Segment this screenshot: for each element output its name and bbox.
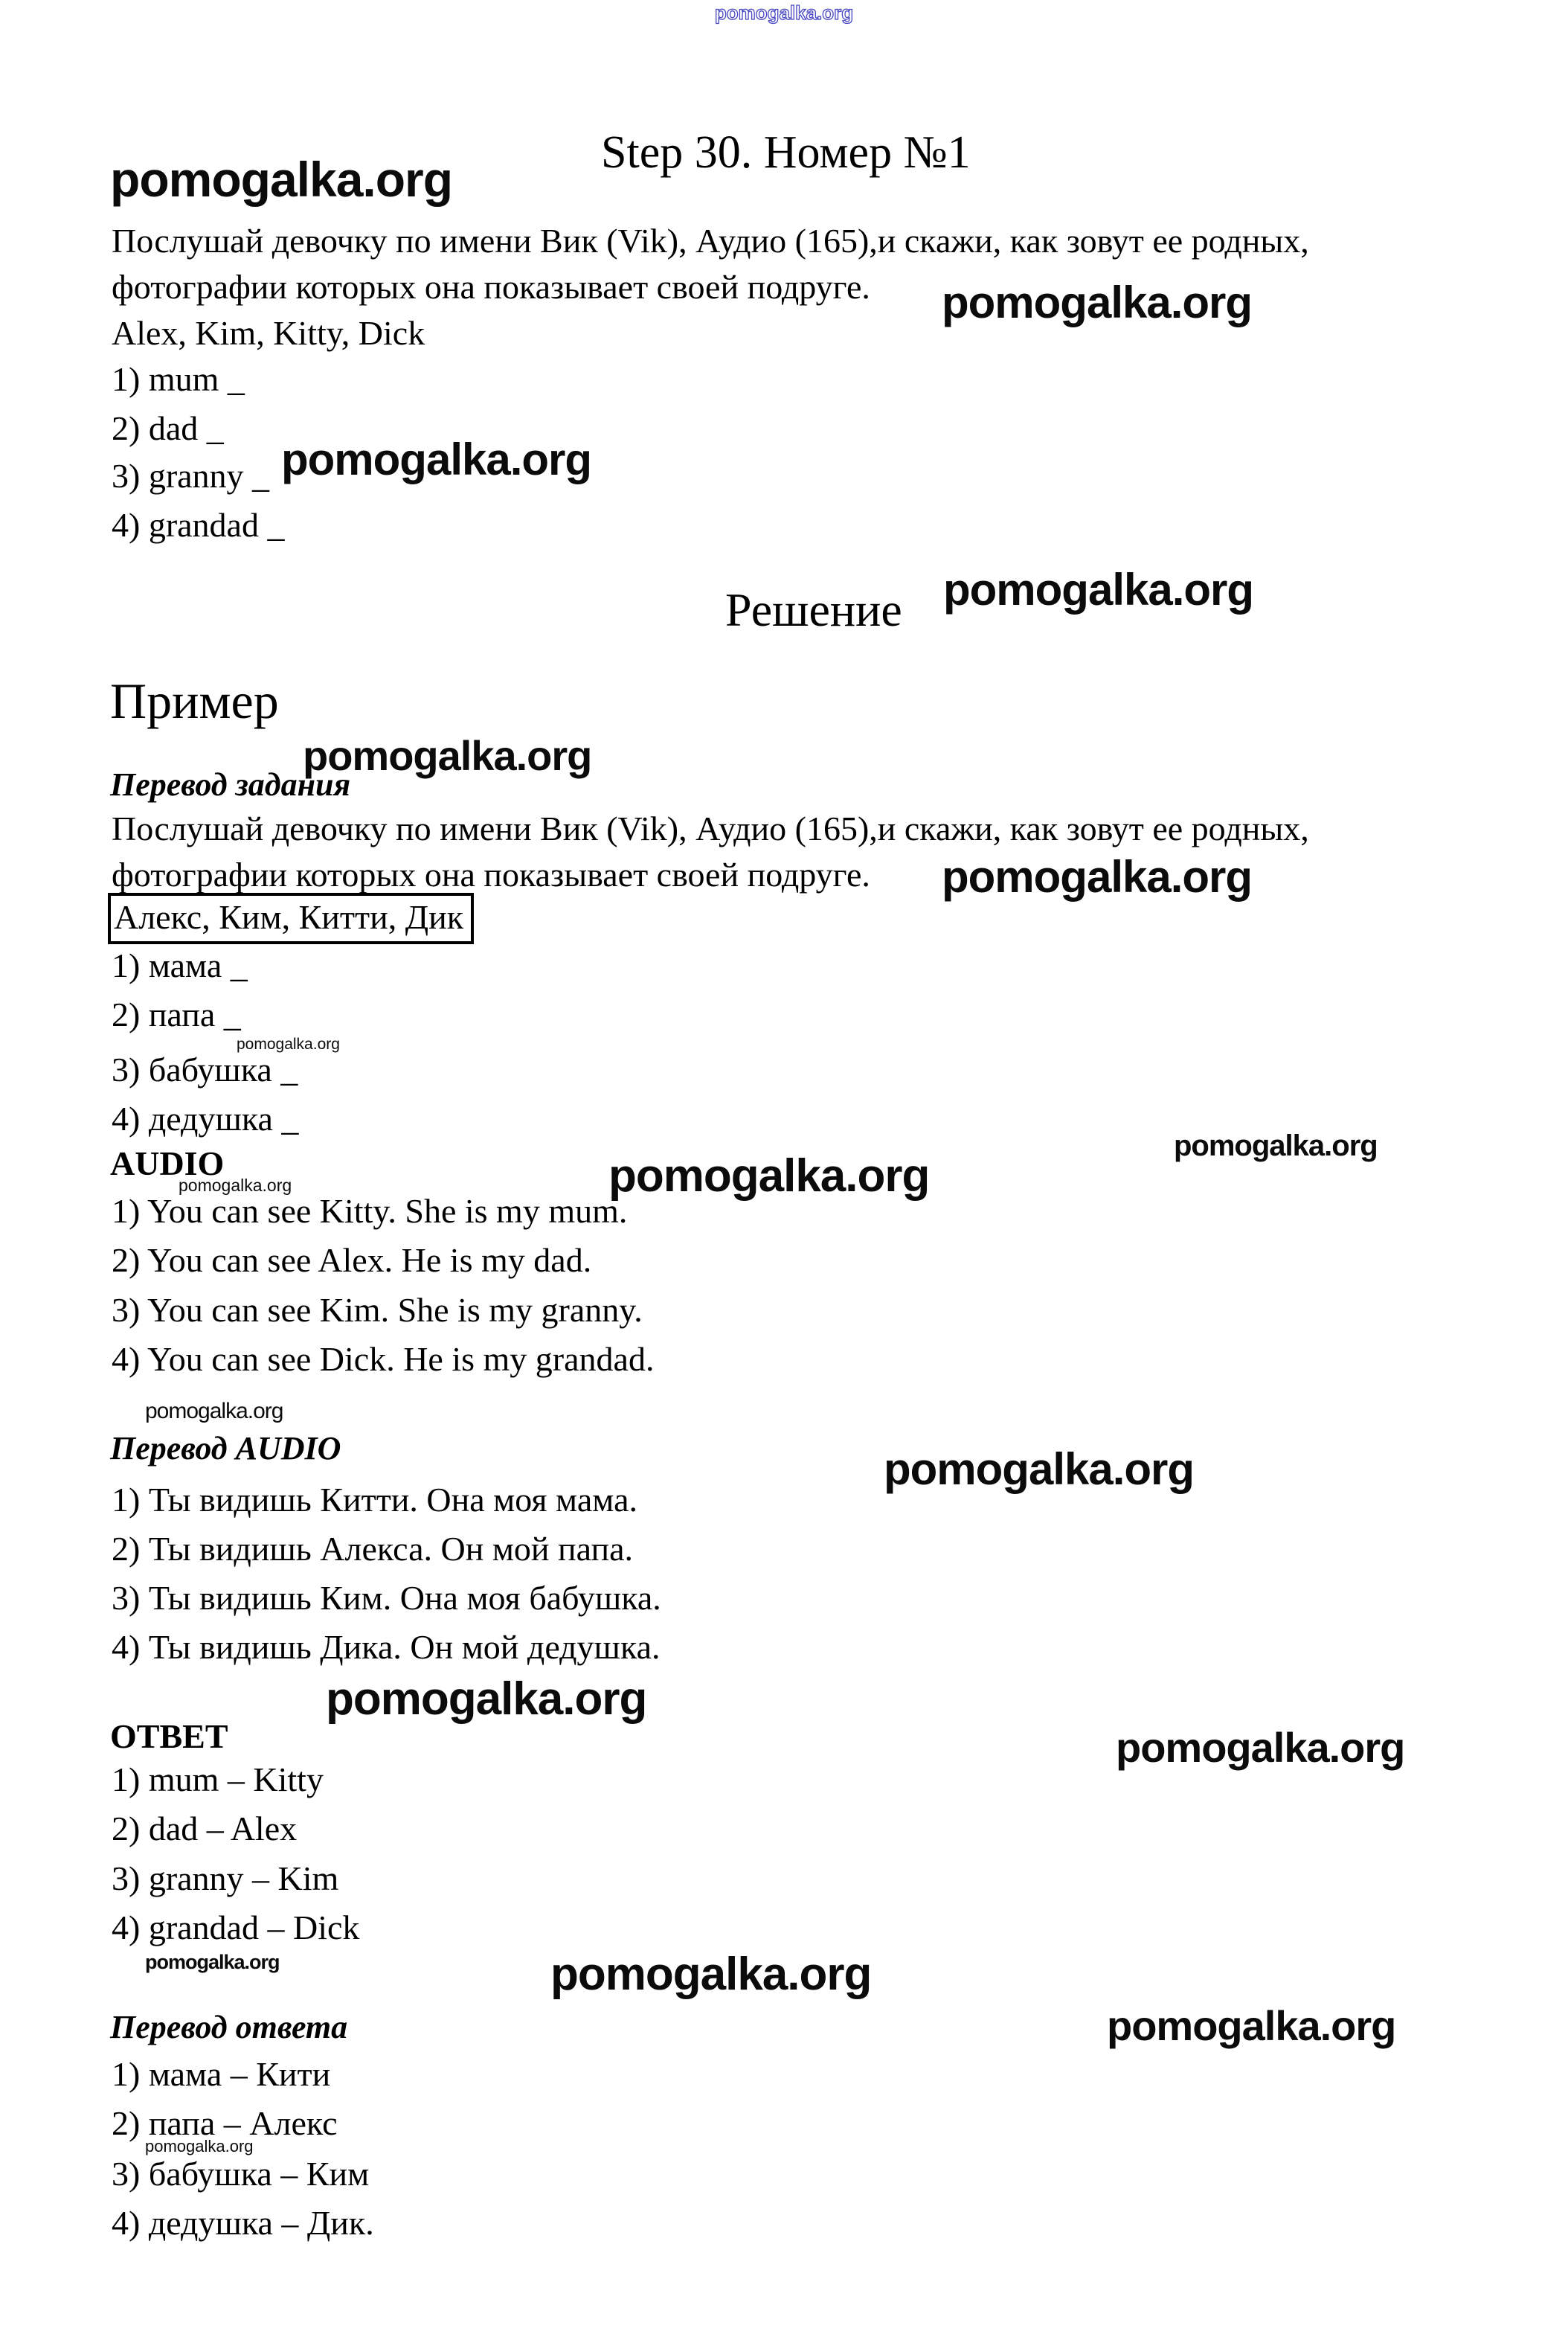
audio-line-4: 4) You can see Dick. He is my grandad. (112, 1340, 655, 1378)
names-boxed: Алекс, Ким, Китти, Дик (108, 893, 474, 944)
watermark-right-medium: pomogalka.org (1174, 1129, 1378, 1162)
answer-translation-heading: Перевод ответа (110, 2009, 348, 2045)
audio-translation-line-4: 4) Ты видишь Дика. Он мой дедушка. (112, 1628, 661, 1666)
task-line-2: фотографии которых она показывает своей подруге. (112, 268, 870, 306)
watermark-small-1: pomogalka.org (237, 1036, 340, 1053)
task-item-2: 2) dad _ (112, 409, 224, 447)
answer-translation-line-2: 2) папа – Алекс (112, 2104, 338, 2142)
solution-item-3: 3) бабушка _ (112, 1051, 298, 1089)
task-item-1: 1) mum _ (112, 360, 245, 398)
watermark-header-left: pomogalka.org (110, 152, 453, 207)
watermark-answer-center: pomogalka.org (326, 1673, 647, 1725)
watermark-small-2: pomogalka.org (179, 1176, 292, 1195)
example-heading: Пример (110, 673, 279, 729)
answer-translation-line-1: 1) мама – Кити (112, 2055, 331, 2093)
solution-line-1: Послушай девочку по имени Вик (Vik), Аудио (165),и скажи, как зовут ее родных, (112, 810, 1309, 847)
watermark-small-5: pomogalka.org (145, 2137, 254, 2155)
audio-translation-line-2: 2) Ты видишь Алекса. Он мой папа. (112, 1530, 634, 1568)
answer-line-3: 3) granny – Kim (112, 1859, 339, 1897)
audio-line-2: 2) You can see Alex. He is my dad. (112, 1241, 592, 1279)
solution-item-1: 1) мама _ (112, 946, 248, 984)
watermark-task-inline: pomogalka.org (942, 278, 1253, 327)
watermark-audio-center: pomogalka.org (608, 1150, 930, 1202)
solution-item-4: 4) дедушка _ (112, 1100, 299, 1138)
task-item-4: 4) grandad _ (112, 506, 285, 544)
solution-item-2: 2) папа _ (112, 996, 241, 1033)
task-line-1: Послушай девочку по имени Вик (Vik), Аудио (165),и скажи, как зовут ее родных, (112, 222, 1309, 260)
watermark-small-4: pomogalka.org (145, 1951, 280, 1973)
answer-translation-line-4: 4) дедушка – Дик. (112, 2204, 374, 2242)
task-item-3: 3) granny _ (112, 457, 270, 495)
audio-line-1: 1) You can see Kitty. She is my mum. (112, 1192, 628, 1230)
answer-heading: ОТВЕТ (110, 1717, 228, 1755)
solution-heading: Решение (725, 583, 902, 636)
page-title: Step 30. Номер №1 (601, 127, 971, 178)
watermark-example: pomogalka.org (303, 732, 592, 779)
watermark-solution-task-inline: pomogalka.org (942, 852, 1253, 902)
watermark-bottom-center: pomogalka.org (550, 1949, 872, 2000)
watermark-right-large-1: pomogalka.org (884, 1444, 1195, 1494)
task-names: Alex, Kim, Kitty, Dick (112, 314, 425, 352)
answer-translation-line-3: 3) бабушка – Ким (112, 2155, 370, 2193)
watermark-small-3: pomogalka.org (145, 1399, 283, 1423)
answer-line-4: 4) grandad – Dick (112, 1908, 360, 1946)
answer-line-2: 2) dad – Alex (112, 1810, 298, 1847)
watermark-right-large-3: pomogalka.org (1107, 2002, 1396, 2049)
answer-line-1: 1) mum – Kitty (112, 1760, 324, 1798)
solution-line-2: фотографии которых она показывает своей подруге. (112, 856, 870, 894)
audio-translation-line-1: 1) Ты видишь Китти. Она моя мама. (112, 1481, 637, 1519)
audio-translation-heading: Перевод AUDIO (110, 1430, 341, 1466)
audio-heading: AUDIO (110, 1144, 225, 1182)
watermark-granny-inline: pomogalka.org (281, 435, 592, 484)
watermark-top: pomogalka.org (714, 1, 854, 24)
watermark-solution-inline: pomogalka.org (943, 565, 1254, 615)
task-translation-heading: Перевод задания (110, 766, 351, 803)
audio-translation-line-3: 3) Ты видишь Ким. Она моя бабушка. (112, 1579, 661, 1617)
watermark-right-large-2: pomogalka.org (1116, 1724, 1405, 1771)
audio-line-3: 3) You can see Kim. She is my granny. (112, 1291, 643, 1329)
